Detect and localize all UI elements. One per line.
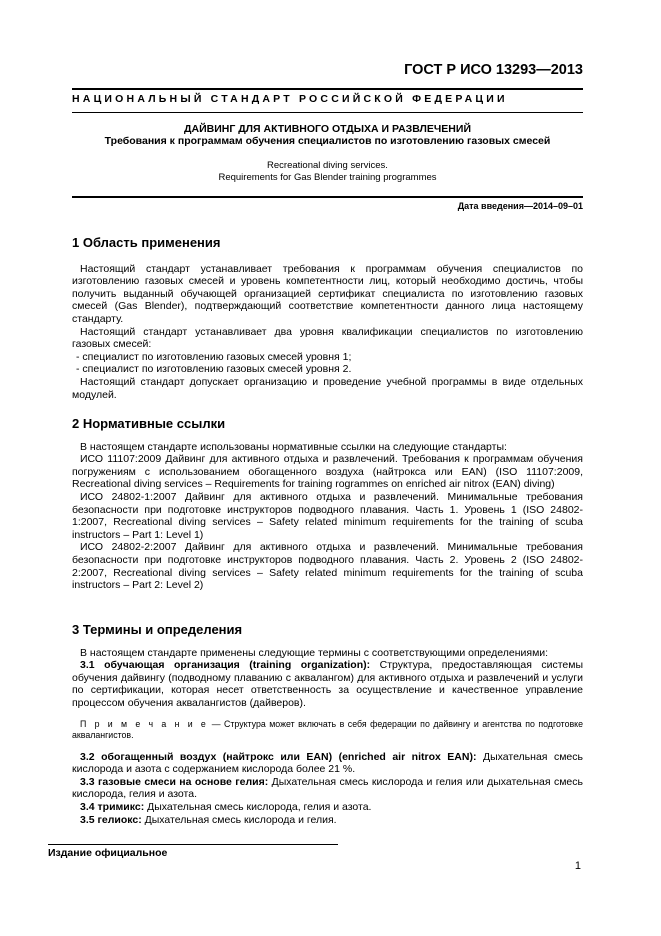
term-3-2-name: 3.2 обогащенный воздух (найтрокс или EAN) (enriched air nitrox EAN): [80, 750, 477, 763]
section-1-paragraph-3: Настоящий стандарт допускает организацию и проведение учебной программы в виде отдельных модулей. [72, 375, 583, 401]
term-3-5 [72, 814, 583, 827]
section-1-heading: 1 Область применения [72, 235, 221, 250]
footer-rule [48, 844, 338, 845]
section-1-list-item-2: - специалист по изготовлению газовых смесей уровня 2. [76, 363, 352, 376]
reference-iso-11107: ИСО 11107:2009 Дайвинг для активного отдыха и развлечений. Требования к программам обучения погружениям с использованием обогащенного воздуха (найтрокса или EAN) (ISO 11107:2009, Recreational diving services – Requirements for training rogrammes on enriched air nitrox (EAN) diving) [72, 453, 583, 491]
page-number: 1 [574, 860, 581, 872]
term-3-4 [72, 801, 583, 814]
section-2-heading: 2 Нормативные ссылки [72, 416, 226, 431]
term-3-4-definition: Дыхательная смесь кислорода, гелия и азота. [144, 800, 372, 813]
note [72, 719, 583, 741]
note-text: — Структура может включать в себя федерации по дайвингу и агентства по подготовке аквалангистов. [72, 718, 583, 740]
term-3-3-name: 3.3 газовые смеси на основе гелия: [80, 775, 269, 788]
term-3-1-definition: Структура, предоставляющая системы обучения дайвингу (подводному плаванию с аквалангом) для активного отдыха и развлечений и услуги по сертификации, которая несет ответственность за осуществление и качественное управление процессом обучения аквалангистов (дайверов). [72, 659, 584, 709]
term-3-2-definition: Дыхательная смесь кислорода и азота с содержанием кислорода более 21 %. [72, 750, 583, 776]
section-1-paragraph-1: Настоящий стандарт устанавливает требования к программам обучения специалистов по изготовлению газовых смесей и уровень компетентности лиц, который необходимо достичь, чтобы получить выданный обучающей организацией сертификат специалиста по изготовлению газовых смесей (Gas Blender), подтверждающий соответствие компетентности данного лица настоящему стандарту. [72, 262, 583, 325]
section-1-list-item-1: - специалист по изготовлению газовых смесей уровня 1; [76, 350, 352, 363]
note-label: П р и м е ч а н и е [80, 718, 209, 729]
term-3-3 [72, 776, 583, 801]
section-3-heading: 3 Термины и определения [72, 622, 243, 637]
term-3-3-definition: Дыхательная смесь кислорода и гелия или дыхательная смесь кислорода, гелия и азота. [72, 775, 583, 801]
header-rule-top [72, 88, 583, 90]
section-terms-definitions [72, 624, 583, 826]
title-en-main: Recreational diving services. [267, 160, 388, 171]
title-rule [72, 196, 583, 198]
official-edition-label: Издание официальное [48, 847, 168, 859]
reference-iso-24802-1: ИСО 24802-1:2007 Дайвинг для активного отдыха и развлечений. Минимальные требования безопасности при подготовке инструкторов подводного плавания. Часть 1. Уровень 1 (ISO 24802-1:2007, Recreational diving services – Safety related minimum requirements for the training of scuba instructors – Part 1: Level 1) [72, 490, 583, 541]
section-2-paragraph-1: В настоящем стандарте использованы нормативные ссылки на следующие стандарты: [80, 440, 507, 453]
reference-iso-24802-2: ИСО 24802-2:2007 Дайвинг для активного отдыха и развлечений. Минимальные требования безопасности при подготовке инструкторов подводного плавания. Часть 2. Уровень 2 (ISO 24802-2:2007, Recreational diving services – Safety related minimum requirements for the training of scuba instructors – Part 2: Level 2) [72, 541, 583, 592]
term-3-1 [72, 659, 583, 709]
section-scope [72, 237, 583, 401]
section-normative-references [72, 418, 583, 592]
header-rule-bottom [72, 112, 583, 113]
term-3-2 [72, 751, 583, 776]
section-1-paragraph-2: Настоящий стандарт устанавливает два уровня квалификации специалистов по изготовлению газовых смесей: [72, 325, 583, 351]
term-3-4-name: 3.4 тримикс: [80, 800, 145, 813]
section-3-paragraph-1: В настоящем стандарте применены следующие термины с соответствующими определениями: [80, 646, 549, 659]
title-ru-main: ДАЙВИНГ ДЛЯ АКТИВНОГО ОТДЫХА И РАЗВЛЕЧЕНИЙ [184, 123, 471, 135]
term-3-5-definition: Дыхательная смесь кислорода и гелия. [141, 813, 337, 826]
title-en-sub: Requirements for Gas Blender training programmes [218, 172, 437, 183]
introduction-date: Дата введения—2014–09–01 [457, 201, 583, 211]
standard-number: ГОСТ Р ИСО 13293—2013 [404, 62, 583, 78]
term-3-5-name: 3.5 гелиокс: [80, 813, 142, 826]
title-ru-sub: Требования к программам обучения специалистов по изготовлению газовых смесей [104, 135, 551, 147]
national-standard-banner: НАЦИОНАЛЬНЫЙ СТАНДАРТ РОССИЙСКОЙ ФЕДЕРАЦИИ [72, 93, 508, 105]
term-3-1-name: 3.1 обучающая организация (training organization): [80, 659, 371, 672]
